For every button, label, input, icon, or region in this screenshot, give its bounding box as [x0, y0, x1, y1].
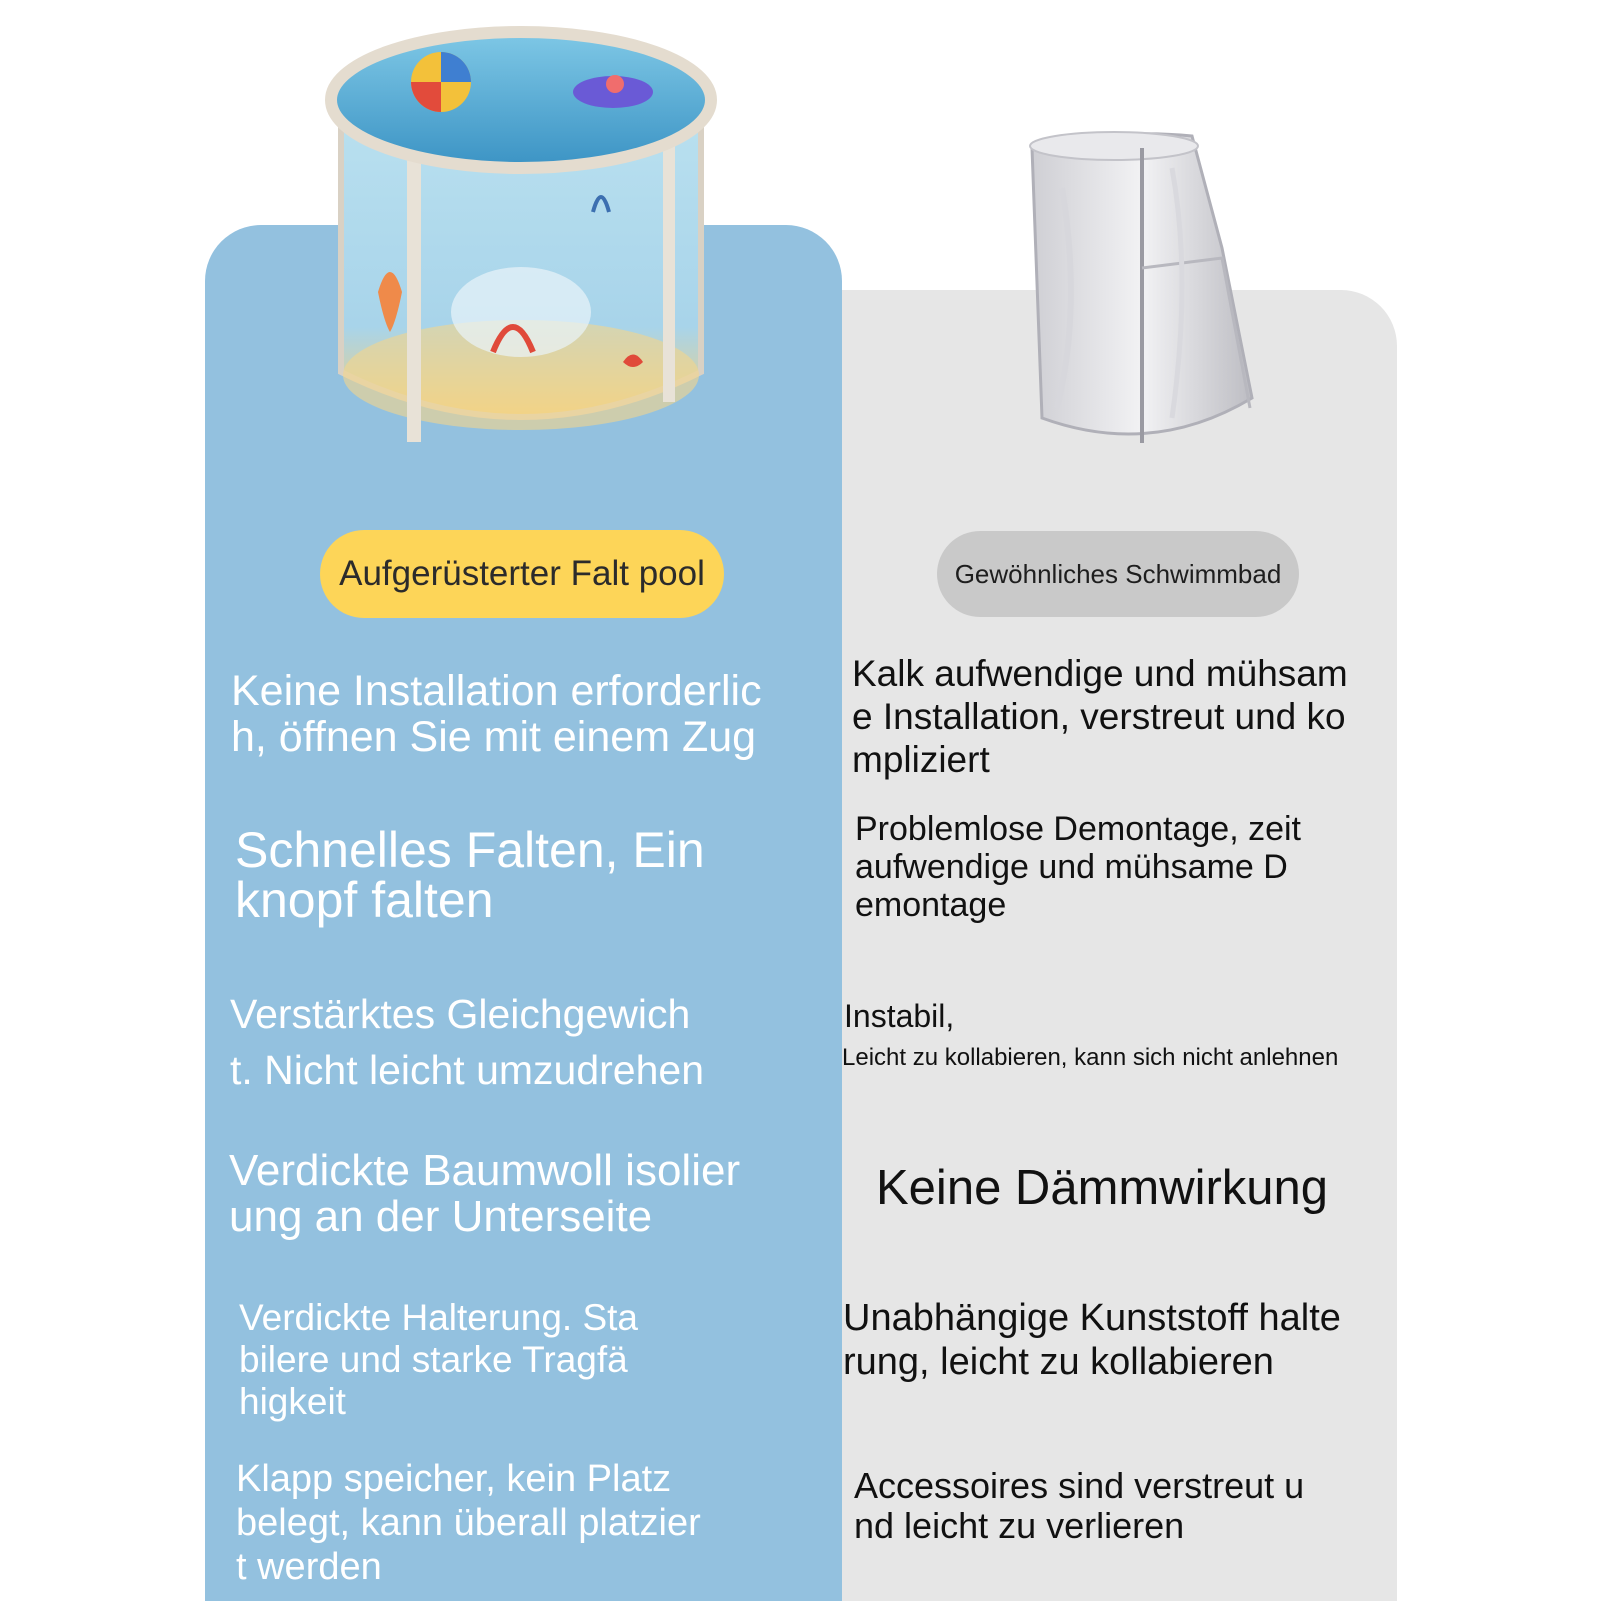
upgraded-feature-balance: Verstärktes Gleichgewich t. Nicht leicht umzudrehen: [230, 991, 705, 1093]
ordinary-feature-insulation: Keine Dämmwirkung: [876, 1161, 1329, 1215]
ordinary-feature-disassembly: Problemlose Demontage, zeit aufwendige und mühsame D emontage: [855, 810, 1302, 924]
ordinary-feature-stability-title: Instabil,: [844, 998, 955, 1034]
ordinary-pool-badge: Gewöhnliches Schwimmbad: [937, 531, 1299, 617]
ordinary-feature-installation: Kalk aufwendige und mühsam e Installation, verstreut und ko mpliziert: [852, 653, 1348, 780]
ordinary-feature-support: Unabhängige Kunststoff halte rung, leicht zu kollabieren: [843, 1297, 1341, 1383]
upgraded-feature-support: Verdickte Halterung. Sta bilere und starke Tragfä higkeit: [239, 1297, 638, 1422]
ordinary-feature-accessories: Accessoires sind verstreut u nd leicht zu verlieren: [854, 1465, 1305, 1546]
upgraded-feature-installation: Keine Installation erforderlic h, öffnen Sie mit einem Zug: [231, 667, 762, 761]
ordinary-feature-stability: Leicht zu kollabieren, kann sich nicht anlehnen: [842, 1044, 1339, 1071]
upgraded-feature-storage: Klapp speicher, kein Platz belegt, kann überall platzier t werden: [236, 1458, 701, 1588]
upgraded-pool-badge: Aufgerüsterter Falt pool: [320, 530, 724, 618]
ordinary-pool-panel: [842, 290, 1397, 1601]
ordinary-pool-image: [1022, 128, 1262, 458]
upgraded-feature-insulation: Verdickte Baumwoll isolier ung an der Unterseite: [229, 1146, 741, 1241]
upgraded-feature-folding: Schnelles Falten, Ein knopf falten: [235, 822, 705, 928]
foldable-pool-image: [323, 22, 719, 454]
